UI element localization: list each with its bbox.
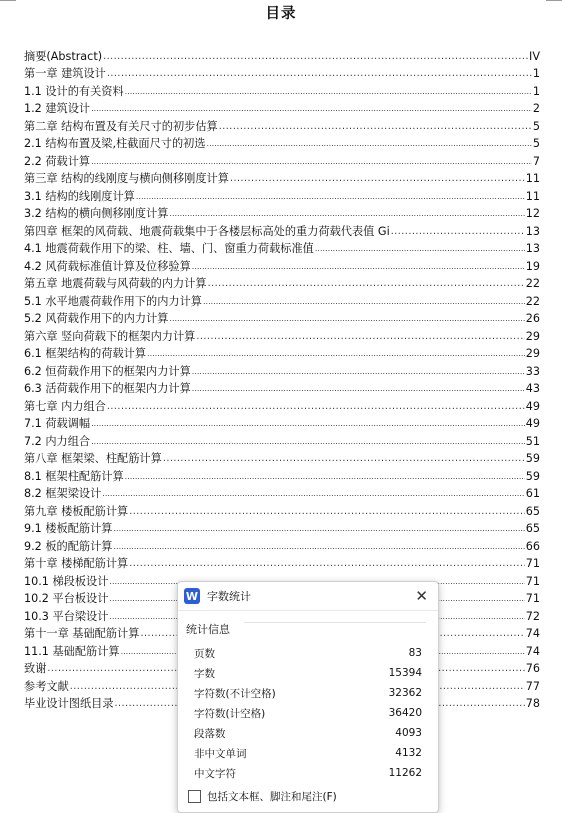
close-icon[interactable]: ✕ <box>415 586 428 605</box>
toc-entry-page: 71 <box>525 592 540 605</box>
toc-entry[interactable] <box>24 343 540 361</box>
toc-entry[interactable] <box>24 290 540 308</box>
toc-entry-page: 12 <box>525 207 540 220</box>
toc-entry[interactable] <box>24 448 540 466</box>
toc-entry-label: 10.1 梯段板设计 <box>24 574 109 588</box>
stat-label: 非中文单词 <box>194 747 247 760</box>
toc-entry-label: 第七章 内力组合 <box>24 399 106 413</box>
toc-entry-page: 72 <box>525 609 540 623</box>
toc-entry-page: 77 <box>525 679 540 693</box>
dialog-header <box>178 582 438 611</box>
toc-leader-dots <box>107 67 532 80</box>
toc-entry-page: 59 <box>525 452 540 465</box>
stats-list <box>178 643 438 783</box>
toc-entry-label: 第四章 框架的风荷载、地震荷载集中于各楼层标高处的重力荷载代表值 Gi <box>24 224 390 238</box>
toc-entry-page: 61 <box>525 487 540 500</box>
toc-entry-page: 74 <box>525 644 540 658</box>
group-title: 统计信息 <box>186 623 230 636</box>
toc-entry-label: 9.1 楼板配筋计算 <box>24 522 113 535</box>
toc-entry-page: 5 <box>532 137 540 150</box>
toc-entry-page: 49 <box>525 399 540 413</box>
include-textbox-checkbox[interactable] <box>188 789 337 804</box>
toc-entry-label: 毕业设计图纸目录 <box>24 697 114 710</box>
toc-entry[interactable] <box>24 518 540 536</box>
toc-entry-page: 71 <box>525 557 540 570</box>
toc-entry[interactable] <box>24 325 540 343</box>
toc-leader-dots <box>91 417 525 430</box>
toc-entry-label: 第五章 地震荷载与风荷载的内力计算 <box>24 277 207 290</box>
toc-entry[interactable] <box>24 45 540 63</box>
stat-value: 83 <box>408 647 422 659</box>
toc-entry-page: 22 <box>525 294 540 308</box>
page-corner-mark-left <box>0 0 16 1</box>
toc-leader-dots <box>208 277 525 290</box>
toc-entry-label: 7.1 荷载调幅 <box>24 417 91 430</box>
toc-entry-page: 59 <box>525 469 540 483</box>
toc-entry[interactable] <box>24 238 540 256</box>
toc-entry[interactable] <box>24 553 540 571</box>
toc-entry-label: 第八章 框架梁、柱配筋计算 <box>24 452 162 465</box>
stat-row <box>178 643 438 663</box>
toc-leader-dots <box>219 120 532 133</box>
toc-entry-page: 29 <box>525 329 540 343</box>
toc-entry-page: 74 <box>525 627 540 640</box>
stat-row <box>178 703 438 723</box>
stat-label: 字数 <box>194 667 215 680</box>
toc-entry[interactable] <box>24 535 540 553</box>
toc-leader-dots <box>136 190 525 203</box>
toc-entry-page: 7 <box>532 154 540 168</box>
stat-label: 页数 <box>194 647 215 660</box>
toc-leader-dots <box>91 435 525 448</box>
toc-leader-dots <box>113 540 524 553</box>
toc-entry-label: 4.1 地震荷载作用下的梁、柱、墙、门、窗重力荷载标准值 <box>24 242 314 255</box>
toc-entry-label: 第六章 竖向荷载下的框架内力计算 <box>24 329 196 343</box>
toc-leader-dots <box>163 452 525 465</box>
toc-entry-page: 71 <box>525 574 540 588</box>
toc-entry-label: 5.2 风荷载作用下的内力计算 <box>24 312 169 325</box>
stat-row <box>178 663 438 683</box>
stat-row <box>178 683 438 703</box>
word-count-dialog <box>177 581 439 813</box>
toc-entry-label: 10.3 平台梁设计 <box>24 609 109 623</box>
toc-entry[interactable] <box>24 273 540 291</box>
toc-leader-dots <box>91 102 532 115</box>
toc-entry-label: 7.2 内力组合 <box>24 434 91 448</box>
toc-entry-page: 2 <box>532 102 540 115</box>
toc-leader-dots <box>91 155 532 168</box>
toc-entry-page: 29 <box>525 347 540 360</box>
stat-row <box>178 743 438 763</box>
stat-row <box>178 763 438 783</box>
toc-entry-page: 11 <box>525 189 540 203</box>
toc-entry[interactable] <box>24 360 540 378</box>
stat-value: 15394 <box>388 667 422 679</box>
stat-label: 字符数(不计空格) <box>194 687 276 700</box>
toc-entry[interactable] <box>24 133 540 151</box>
stat-label: 段落数 <box>194 727 226 740</box>
toc-entry[interactable] <box>24 168 540 186</box>
toc-entry-page: 51 <box>525 434 540 448</box>
toc-entry[interactable] <box>24 203 540 221</box>
toc-leader-dots <box>169 312 524 325</box>
toc-entry-page: 13 <box>525 242 540 255</box>
toc-entry[interactable] <box>24 63 540 81</box>
toc-entry-page: 66 <box>525 539 540 553</box>
toc-entry-label: 5.1 水平地震荷载作用下的内力计算 <box>24 294 202 308</box>
toc-leader-dots <box>203 295 525 308</box>
toc-entry-label: 2.1 结构布置及梁,柱截面尺寸的初选 <box>24 137 206 150</box>
toc-leader-dots <box>125 85 532 98</box>
toc-entry-label: 第十章 楼梯配筋计算 <box>24 557 129 570</box>
toc-entry-label: 第九章 楼板配筋计算 <box>24 504 129 518</box>
toc-leader-dots <box>107 400 525 413</box>
toc-entry-label: 2.2 荷载计算 <box>24 154 91 168</box>
checkbox-label: 包括文本框、脚注和尾注(F) <box>207 791 337 803</box>
toc-entry-label: 8.2 框架梁设计 <box>24 487 102 500</box>
toc-entry-label: 致谢 <box>24 662 47 675</box>
toc-entry[interactable] <box>24 378 540 396</box>
toc-entry[interactable] <box>24 465 540 483</box>
toc-entry-page: 33 <box>525 364 540 378</box>
toc-entry[interactable] <box>24 430 540 448</box>
toc-entry-page: 1 <box>532 84 540 98</box>
toc-leader-dots <box>113 522 524 535</box>
stat-value: 4132 <box>395 747 422 759</box>
stat-value: 4093 <box>395 727 422 739</box>
toc-entry[interactable] <box>24 395 540 413</box>
toc-entry[interactable] <box>24 308 540 326</box>
toc-entry-page: 65 <box>525 522 540 535</box>
dialog-title: 字数统计 <box>207 590 251 603</box>
toc-leader-dots <box>207 137 532 150</box>
toc-entry-page: 22 <box>525 277 540 290</box>
toc-entry-page: IV <box>529 49 540 63</box>
toc-entry-label: 3.2 结构的横向侧移刚度计算 <box>24 207 169 220</box>
toc-leader-dots <box>192 260 525 273</box>
toc-entry-label: 1.1 设计的有关资料 <box>24 84 124 98</box>
toc-entry[interactable] <box>24 150 540 168</box>
stat-label: 中文字符 <box>194 767 236 780</box>
toc-entry[interactable] <box>24 115 540 133</box>
stat-value: 36420 <box>388 707 422 719</box>
toc-entry-page: 1 <box>532 67 540 80</box>
toc-leader-dots <box>103 50 528 63</box>
toc-entry-label: 6.3 活荷载作用下的框架内力计算 <box>24 382 191 395</box>
toc-entry[interactable] <box>24 98 540 116</box>
toc-leader-dots <box>102 487 524 500</box>
toc-leader-dots <box>196 330 524 343</box>
toc-leader-dots <box>391 225 525 238</box>
toc-leader-dots <box>192 382 525 395</box>
toc-leader-dots <box>147 347 525 360</box>
toc-entry-label: 第三章 结构的线刚度与横向侧移刚度计算 <box>24 172 229 185</box>
toc-entry[interactable] <box>24 255 540 273</box>
toc-entry-label: 摘要(Abstract) <box>24 49 103 63</box>
toc-leader-dots <box>230 172 525 185</box>
toc-entry[interactable] <box>24 500 540 518</box>
toc-entry-page: 78 <box>525 697 540 710</box>
toc-entry-page: 49 <box>525 417 540 430</box>
toc-leader-dots <box>192 365 525 378</box>
toc-entry-page: 13 <box>525 224 540 238</box>
stat-value: 11262 <box>388 767 422 779</box>
toc-entry-label: 4.2 风荷载标准值计算及位移验算 <box>24 259 191 273</box>
checkbox-box[interactable] <box>188 790 201 803</box>
toc-leader-dots <box>315 242 525 255</box>
toc-entry-page: 19 <box>525 259 540 273</box>
group-divider <box>244 622 426 623</box>
toc-entry-label: 9.2 板的配筋计算 <box>24 539 113 553</box>
stat-value: 32362 <box>388 687 422 699</box>
toc-entry-label: 6.2 恒荷载作用下的框架内力计算 <box>24 364 191 378</box>
toc-entry-page: 65 <box>525 504 540 518</box>
toc-entry-label: 第二章 结构布置及有关尺寸的初步估算 <box>24 119 218 133</box>
toc-leader-dots <box>129 505 525 518</box>
stat-row <box>178 723 438 743</box>
toc-entry-page: 43 <box>525 382 540 395</box>
toc-entry[interactable] <box>24 80 540 98</box>
page-title: 目录 <box>265 6 297 22</box>
toc-entry-label: 第十一章 基础配筋计算 <box>24 627 140 640</box>
toc-entry-label: 6.1 框架结构的荷载计算 <box>24 347 147 360</box>
wps-writer-icon: W <box>185 589 199 603</box>
toc-entry-page: 11 <box>525 172 540 185</box>
toc-entry-page: 26 <box>525 312 540 325</box>
toc-entry-label: 第一章 建筑设计 <box>24 67 106 80</box>
toc-entry-label: 11.1 基础配筋计算 <box>24 644 120 658</box>
toc-entry-label: 3.1 结构的线刚度计算 <box>24 189 135 203</box>
page-corner-mark-right <box>546 0 562 1</box>
toc-leader-dots <box>129 557 525 570</box>
toc-entry[interactable] <box>24 220 540 238</box>
toc-entry[interactable] <box>24 185 540 203</box>
toc-leader-dots <box>169 207 524 220</box>
toc-entry-label: 1.2 建筑设计 <box>24 102 91 115</box>
toc-entry-label: 参考文献 <box>24 679 69 693</box>
toc-entry-page: 76 <box>525 662 540 675</box>
toc-leader-dots <box>125 470 525 483</box>
stat-label: 字符数(计空格) <box>194 707 266 720</box>
toc-entry-label: 8.1 框架柱配筋计算 <box>24 469 124 483</box>
toc-entry[interactable] <box>24 413 540 431</box>
toc-entry[interactable] <box>24 483 540 501</box>
toc-entry-label: 10.2 平台板设计 <box>24 592 109 605</box>
toc-entry-page: 5 <box>532 119 540 133</box>
